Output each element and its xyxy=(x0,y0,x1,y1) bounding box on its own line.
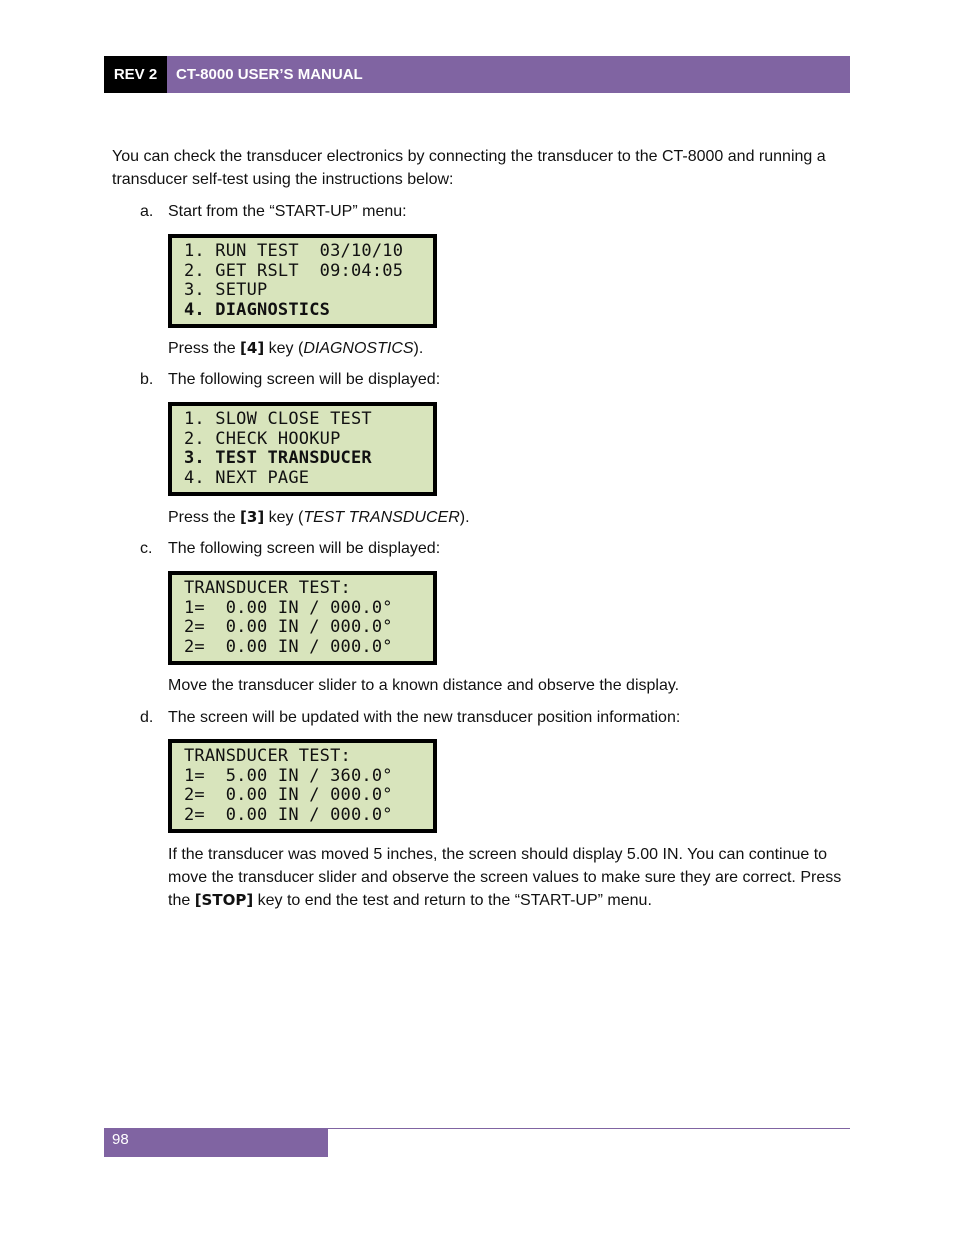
step-marker: a. xyxy=(140,203,154,220)
lcd-line: 4. NEXT PAGE xyxy=(184,467,310,488)
step-marker: c. xyxy=(140,540,153,557)
page-header xyxy=(104,56,850,93)
lcd-line-selected: 4. DIAGNOSTICS xyxy=(184,299,331,320)
note-text: key ( xyxy=(264,340,304,357)
step-marker: d. xyxy=(140,709,154,726)
lcd-line: 1. SLOW CLOSE TEST xyxy=(184,409,372,429)
step-text: The following screen will be displayed: xyxy=(168,371,441,388)
step-c xyxy=(140,537,440,560)
menu-name: TEST TRANSDUCER xyxy=(303,509,460,526)
step-c-note: Move the transducer slider to a known distance and observe the display. xyxy=(168,677,680,694)
menu-name: DIAGNOSTICS xyxy=(303,340,414,357)
note-text: ). xyxy=(459,509,470,526)
note-text: If the transducer was moved 5 inches, the screen should display 5.00 IN. You can continue to move the transducer slider and observe the screen values to make sure they are correct. Press the xyxy=(168,846,842,909)
note-text: Press the xyxy=(168,340,241,357)
intro-paragraph: You can check the transducer electronics by connecting the transducer to the CT-8000 and running a transducer self-test using the instructions below: xyxy=(112,148,826,188)
key-label: [4] xyxy=(240,339,265,357)
step-text: The screen will be updated with the new transducer position information: xyxy=(168,709,681,726)
page-number: 98 xyxy=(104,1128,328,1157)
note-text: Press the xyxy=(168,509,241,526)
lcd-line: 3. SETUP xyxy=(184,280,268,300)
step-a-note xyxy=(168,337,848,360)
manual-title: CT-8000 USER’S MANUAL xyxy=(167,56,850,93)
step-d xyxy=(140,706,680,729)
lcd-line: 1. RUN TEST 03/10/10 xyxy=(184,241,404,261)
lcd-line: 2= 0.00 IN / 000.0° xyxy=(184,617,393,637)
lcd-transducer-test-initial xyxy=(168,571,437,665)
lcd-diagnostics-menu xyxy=(168,402,437,496)
lcd-startup-menu xyxy=(168,234,437,328)
step-marker: b. xyxy=(140,371,154,388)
note-text: key to end the test and return to the “START-UP” menu. xyxy=(253,892,652,909)
step-d-final-paragraph xyxy=(168,843,848,912)
lcd-line: TRANSDUCER TEST: xyxy=(184,746,351,766)
revision-label: REV 2 xyxy=(104,56,167,93)
lcd-line: 2. CHECK HOOKUP xyxy=(184,428,341,449)
lcd-line: TRANSDUCER TEST: xyxy=(184,578,351,598)
lcd-line-selected: 3. TEST TRANSDUCER xyxy=(184,448,372,468)
step-b xyxy=(140,368,440,391)
lcd-line: 2= 0.00 IN / 000.0° xyxy=(184,804,393,825)
note-text: key ( xyxy=(264,509,304,526)
lcd-transducer-test-updated xyxy=(168,739,437,833)
step-a xyxy=(140,200,407,223)
step-b-note xyxy=(168,506,848,529)
step-text: Start from the “START-UP” menu: xyxy=(168,203,407,220)
lcd-line: 2= 0.00 IN / 000.0° xyxy=(184,785,393,805)
note-text: ). xyxy=(413,340,424,357)
key-label: [3] xyxy=(240,508,265,526)
lcd-line: 2= 0.00 IN / 000.0° xyxy=(184,636,393,657)
lcd-line: 1= 5.00 IN / 360.0° xyxy=(184,765,393,786)
key-label: [STOP] xyxy=(194,891,254,909)
lcd-line: 2. GET RSLT 09:04:05 xyxy=(184,260,404,281)
lcd-line: 1= 0.00 IN / 000.0° xyxy=(184,597,393,618)
step-text: The following screen will be displayed: xyxy=(168,540,441,557)
